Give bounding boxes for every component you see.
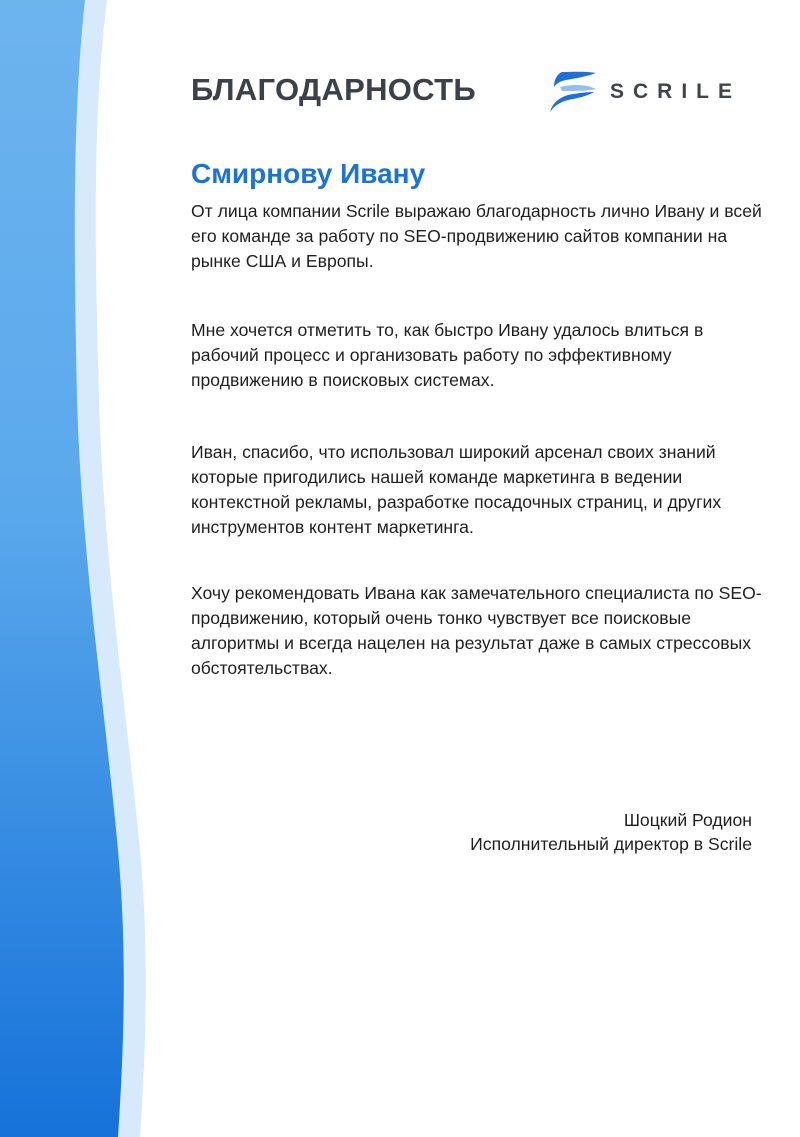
- paragraph-3: Иван, спасибо, что использовал широкий арсенал своих знаний которые пригодились нашей команде маркетинга в ведении контекстной рекламы, разработке посадочных страниц, и других инструментов контент маркетинга.: [191, 442, 722, 537]
- recipient-name: Смирнову Ивану: [191, 158, 426, 189]
- scrile-logo: [548, 68, 741, 116]
- paragraph-1: От лица компании Scrile выражаю благодарность лично Ивану и всей его команде за работу по SEO-продвижению сайтов компании на рынке США и Европы.: [191, 201, 762, 271]
- scrile-logo-icon: [548, 70, 598, 114]
- signature-name: Шоцкий Родион: [623, 810, 752, 830]
- signature-position: Исполнительный директор в Scrile: [470, 834, 752, 854]
- page-title: БЛАГОДАРНОСТЬ: [191, 72, 476, 107]
- logo-wordmark: SCRILE: [610, 80, 742, 103]
- paragraph-2: Мне хочется отметить то, как быстро Ивану удалось влиться в рабочий процесс и организовать работу по эффективному продвижению в поисковых системах.: [191, 320, 704, 390]
- paragraph-4: Хочу рекомендовать Ивана как замечательного специалиста по SEO-продвижению, который очень тонко чувствует все поисковые алгоритмы и всегда нацелен на результат даже в самых стрессовых обстоятельствах.: [191, 583, 762, 678]
